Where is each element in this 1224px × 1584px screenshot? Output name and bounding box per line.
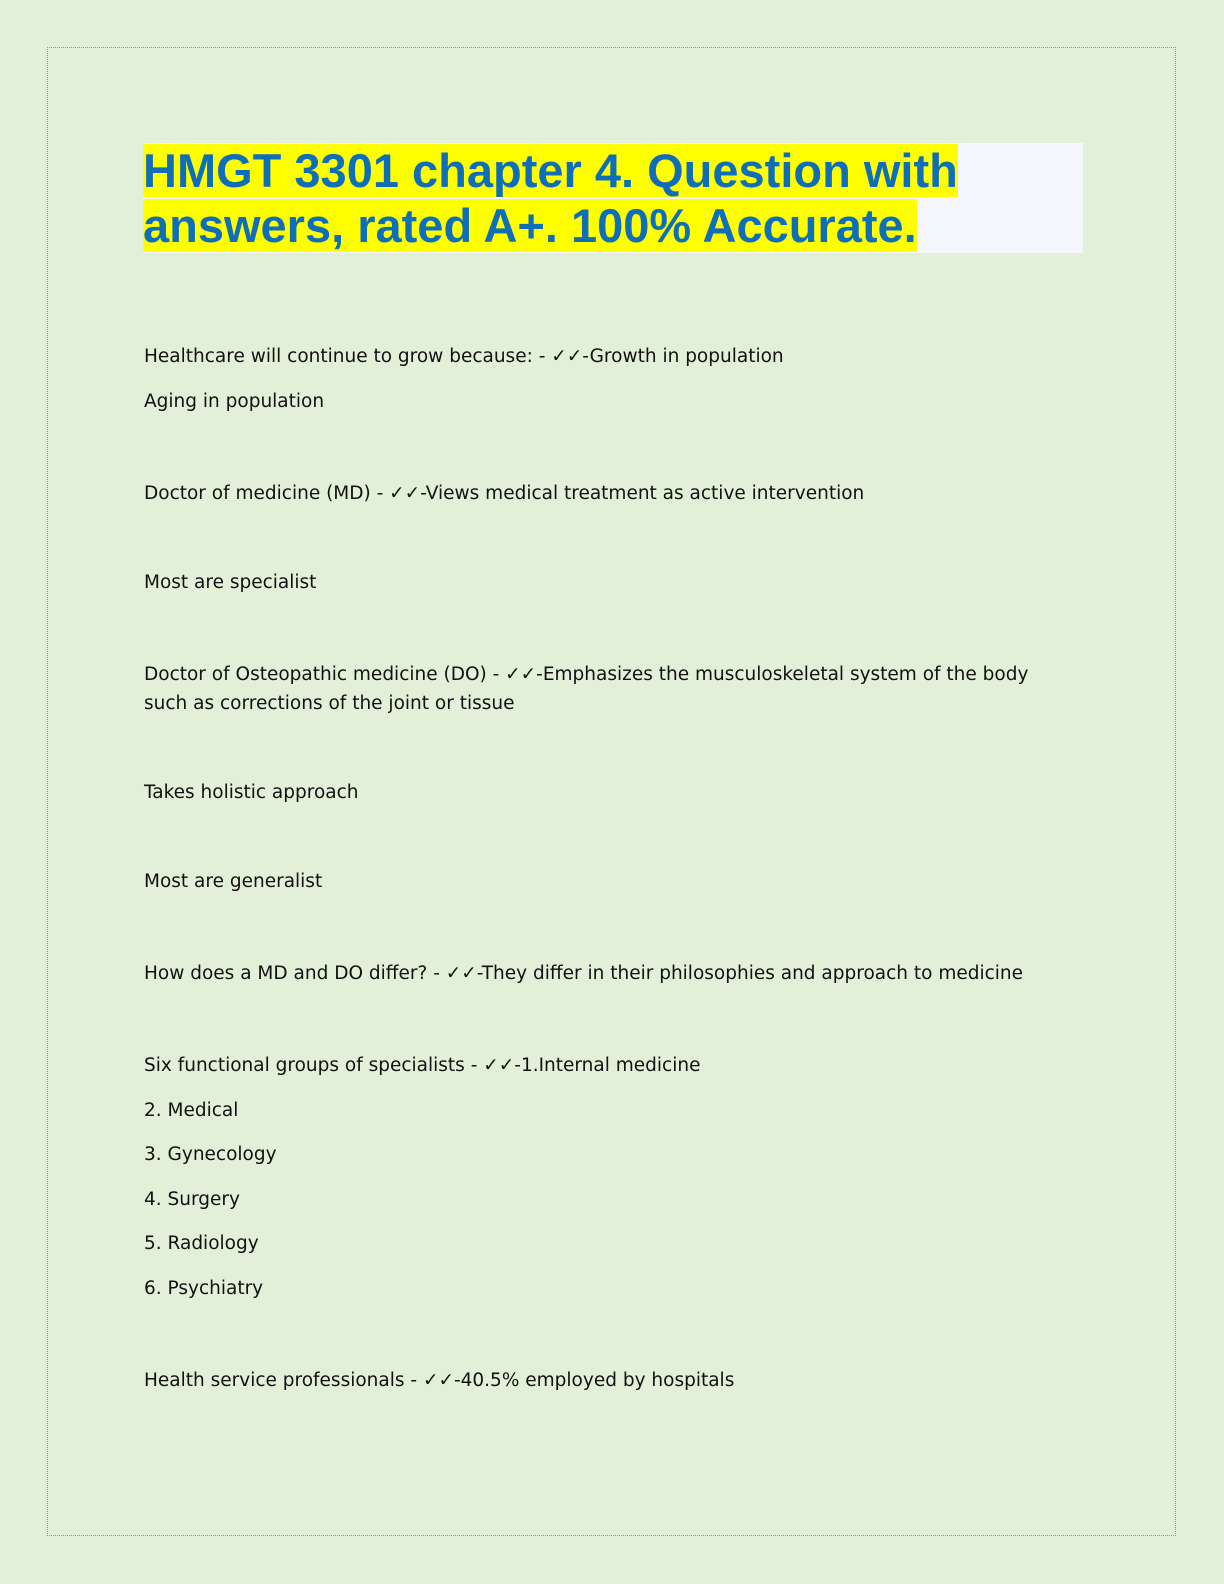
body-line: Healthcare will continue to grow because: - ✓✓-Growth in population [144,346,784,367]
body-line: Aging in population [144,391,325,412]
body-line: Most are generalist [144,871,323,892]
body-line: Health service professionals - ✓✓-40.5% employed by hospitals [144,1370,735,1391]
title-line-2: answers, rated A+. 100% Accurate. [143,199,917,252]
body-line: Six functional groups of specialists - ✓✓-1.Internal medicine [144,1055,701,1076]
body-line: How does a MD and DO differ? - ✓✓-They differ in their philosophies and approach to medicine [144,963,1024,984]
body-line: Most are specialist [144,572,317,593]
body-line: 4. Surgery [144,1189,240,1210]
body-line: Takes holistic approach [144,782,359,803]
body-line: 6. Psychiatry [144,1278,264,1299]
body-line: 2. Medical [144,1100,239,1121]
document-title [143,143,1083,253]
body-line: Doctor of Osteopathic medicine (DO) - ✓✓-Emphasizes the musculoskeletal system of the body such as corrections of the joint or tissue [144,664,1029,714]
body-line: 5. Radiology [144,1233,259,1254]
title-line-1: HMGT 3301 chapter 4. Question with [143,144,958,197]
body-line: 3. Gynecology [144,1144,277,1165]
body-line: Doctor of medicine (MD) - ✓✓-Views medical treatment as active intervention [144,483,865,504]
